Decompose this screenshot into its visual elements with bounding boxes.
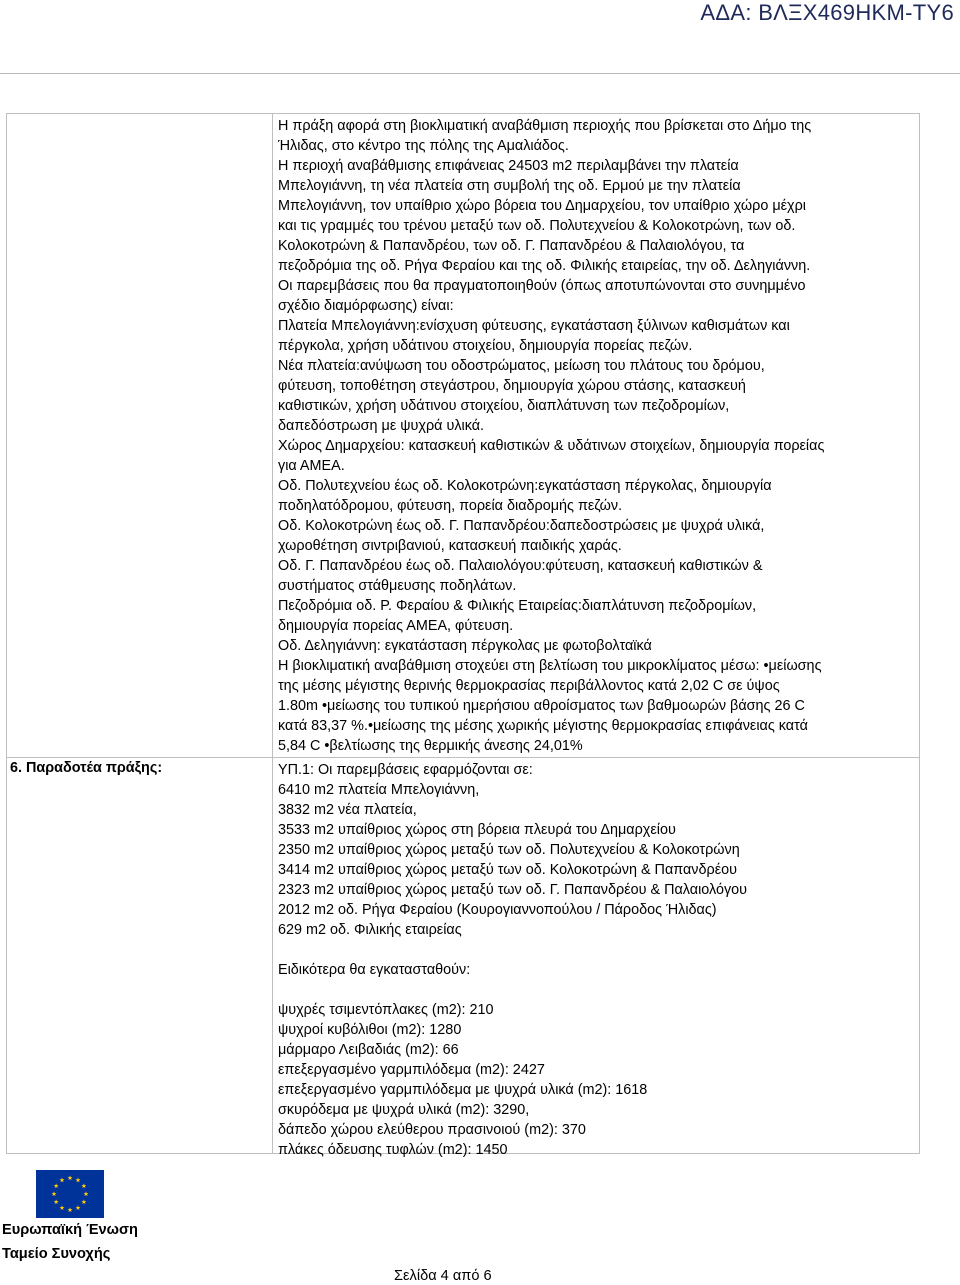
description-line: Χώρος Δημαρχείου: κατασκευή καθιστικών & υδάτινων στοιχείων, δημιουργία πορείας bbox=[278, 438, 825, 454]
description-line: πεζοδρόμια της οδ. Ρήγα Φεραίου και της οδ. Φιλικής εταιρείας, την οδ. Δεληγιάννη. bbox=[278, 258, 811, 274]
description-line: δαπεδόστρωση με ψυχρά υλικά. bbox=[278, 418, 485, 434]
deliverables-label: 6. Παραδοτέα πράξης: bbox=[10, 760, 163, 776]
material-line: δάπεδο χώρου ελεύθερου πρασινοιού (m2): 370 bbox=[278, 1122, 586, 1138]
description-line: της μέσης μέγιστης θερινής θερμοκρασίας περιβάλλοντος κατά 2,02 C σε ύψος bbox=[278, 678, 780, 694]
header-rule bbox=[0, 73, 960, 74]
deliverables-areas bbox=[278, 760, 914, 940]
fund-label: Ταμείο Συνοχής bbox=[2, 1246, 111, 1262]
description-line: Μπελογιάννη, τον υπαίθριο χώρο βόρεια του Δημαρχείου, τον υπαίθριο χώρο μέχρι bbox=[278, 198, 806, 214]
page-number: Σελίδα 4 από 6 bbox=[394, 1268, 492, 1284]
deliverable-line: 3832 m2 νέα πλατεία, bbox=[278, 802, 417, 818]
description-line: Κολοκοτρώνη & Παπανδρέου, των οδ. Γ. Παπανδρέου & Παλαιολόγου, τα bbox=[278, 238, 745, 254]
description-line: 5,84 C •βελτίωσης της θερμικής άνεσης 24,01% bbox=[278, 738, 583, 754]
material-line: ψυχροί κυβόλιθοι (m2): 1280 bbox=[278, 1022, 462, 1038]
description-line: Πλατεία Μπελογιάννη:ενίσχυση φύτευσης, εγκατάσταση ξύλινων καθισμάτων και bbox=[278, 318, 790, 334]
description-line: Η βιοκλιματική αναβάθμιση στοχεύει στη βελτίωση του μικροκλίματος μέσω: •μείωσης bbox=[278, 658, 822, 674]
deliverable-line: 3533 m2 υπαίθριος χώρος στη βόρεια πλευρά του Δημαρχείου bbox=[278, 822, 676, 838]
description-line: φύτευση, τοποθέτηση στεγάστρου, δημιουργία χώρου στάσης, κατασκευή bbox=[278, 378, 746, 394]
description-line: Η πράξη αφορά στη βιοκλιματική αναβάθμιση περιοχής που βρίσκεται στο Δήμο της bbox=[278, 118, 812, 134]
deliverable-line: 3414 m2 υπαίθριος χώρος μεταξύ των οδ. Κολοκοτρώνη & Παπανδρέου bbox=[278, 862, 737, 878]
description-line: κατά 83,37 %.•μείωσης της μέσης χωρικής μέγιστης θερμοκρασίας επιφάνειας κατά bbox=[278, 718, 808, 734]
ada-code: ΑΔΑ: ΒΛΞΧ469ΗΚΜ-ΤΥ6 bbox=[700, 0, 954, 25]
deliverables-subheading bbox=[278, 960, 914, 980]
description-line: Οδ. Δεληγιάννη: εγκατάσταση πέργκολας με φωτοβολταϊκά bbox=[278, 638, 652, 654]
description-line: Οδ. Πολυτεχνείου έως οδ. Κολοκοτρώνη:εγκατάσταση πέργκολας, δημιουργία bbox=[278, 478, 772, 494]
description-line: Οι παρεμβάσεις που θα πραγματοποιηθούν (όπως αποτυπώνονται στο συνημμένο bbox=[278, 278, 806, 294]
deliverable-line: ΥΠ.1: Οι παρεμβάσεις εφαρμόζονται σε: bbox=[278, 762, 533, 778]
material-line: ψυχρές τσιμεντόπλακες (m2): 210 bbox=[278, 1002, 494, 1018]
deliverable-line: Ειδικότερα θα εγκατασταθούν: bbox=[278, 962, 471, 978]
deliverable-line: 2012 m2 οδ. Ρήγα Φεραίου (Κουρογιαννοπούλου / Πάροδος Ήλιδας) bbox=[278, 902, 717, 918]
description-line: Μπελογιάννη, τη νέα πλατεία στη συμβολή της οδ. Ερμού με την πλατεία bbox=[278, 178, 741, 194]
deliverables-cell bbox=[278, 760, 914, 1160]
material-line: πλάκες όδευσης τυφλών (m2): 1450 bbox=[278, 1142, 508, 1158]
material-line: σκυρόδεμα με ψυχρά υλικά (m2): 3290, bbox=[278, 1102, 530, 1118]
material-line: επεξεργασμένο γαρμπιλόδεμα με ψυχρά υλικά (m2): 1618 bbox=[278, 1082, 648, 1098]
material-line: επεξεργασμένο γαρμπιλόδεμα (m2): 2427 bbox=[278, 1062, 545, 1078]
eu-flag-icon bbox=[36, 1170, 104, 1218]
deliverable-line: 2350 m2 υπαίθριος χώρος μεταξύ των οδ. Πολυτεχνείου & Κολοκοτρώνη bbox=[278, 842, 740, 858]
description-line: Οδ. Γ. Παπανδρέου έως οδ. Παλαιολόγου:φύτευση, κατασκευή καθιστικών & bbox=[278, 558, 763, 574]
description-line: Νέα πλατεία:ανύψωση του οδοστρώματος, μείωση του πλάτους του δρόμου, bbox=[278, 358, 765, 374]
deliverable-line: 2323 m2 υπαίθριος χώρος μεταξύ των οδ. Γ. Παπανδρέου & Παλαιολόγου bbox=[278, 882, 748, 898]
document-table bbox=[6, 113, 920, 1158]
description-line: Οδ. Κολοκοτρώνη έως οδ. Γ. Παπανδρέου:δαπεδοστρώσεις με ψυχρά υλικά, bbox=[278, 518, 765, 534]
description-line: σχέδιο διαμόρφωσης) είναι: bbox=[278, 298, 454, 314]
deliverables-materials bbox=[278, 1000, 914, 1160]
description-line: για ΑΜΕΑ. bbox=[278, 458, 345, 474]
deliverable-line: 629 m2 οδ. Φιλικής εταιρείας bbox=[278, 922, 462, 938]
column-divider bbox=[272, 113, 273, 1154]
description-line: και τις γραμμές του τρένου μεταξύ των οδ. Πολυτεχνείου & Κολοκοτρώνη, των οδ. bbox=[278, 218, 796, 234]
description-line: Η περιοχή αναβάθμισης επιφάνειας 24503 m2 περιλαμβάνει την πλατεία bbox=[278, 158, 739, 174]
description-line: ποδηλατόδρομου, φύτευση, πορεία διαδρομής πεζών. bbox=[278, 498, 623, 514]
description-line: πέργκολα, χρήση υδάτινου στοιχείου, δημιουργία πορείας πεζών. bbox=[278, 338, 693, 354]
description-line: χωροθέτηση σιντριβανιού, κατασκευή παιδικής χαράς. bbox=[278, 538, 622, 554]
material-line: μάρμαρο Λειβαδιάς (m2): 66 bbox=[278, 1042, 459, 1058]
description-cell bbox=[278, 116, 914, 756]
description-line: καθιστικών, χρήση υδάτινου στοιχείου, διαπλάτυνση των πεζοδρομίων, bbox=[278, 398, 730, 414]
eu-label: Ευρωπαϊκή Ένωση bbox=[2, 1222, 138, 1238]
description-line: Ήλιδας, στο κέντρο της πόλης της Αμαλιάδος. bbox=[278, 138, 569, 154]
deliverable-line: 6410 m2 πλατεία Μπελογιάννη, bbox=[278, 782, 480, 798]
description-line: Πεζοδρόμια οδ. Ρ. Φεραίου & Φιλικής Εταιρείας:διαπλάτυνση πεζοδρομίων, bbox=[278, 598, 757, 614]
description-line: 1.80m •μείωσης του τυπικού ημερήσιου αθροίσματος των βαθμοωρών βάσης 26 C bbox=[278, 698, 805, 714]
description-line: δημιουργία πορείας ΑΜΕΑ, φύτευση. bbox=[278, 618, 514, 634]
description-line: συστήματος στάθμευσης ποδηλάτων. bbox=[278, 578, 517, 594]
